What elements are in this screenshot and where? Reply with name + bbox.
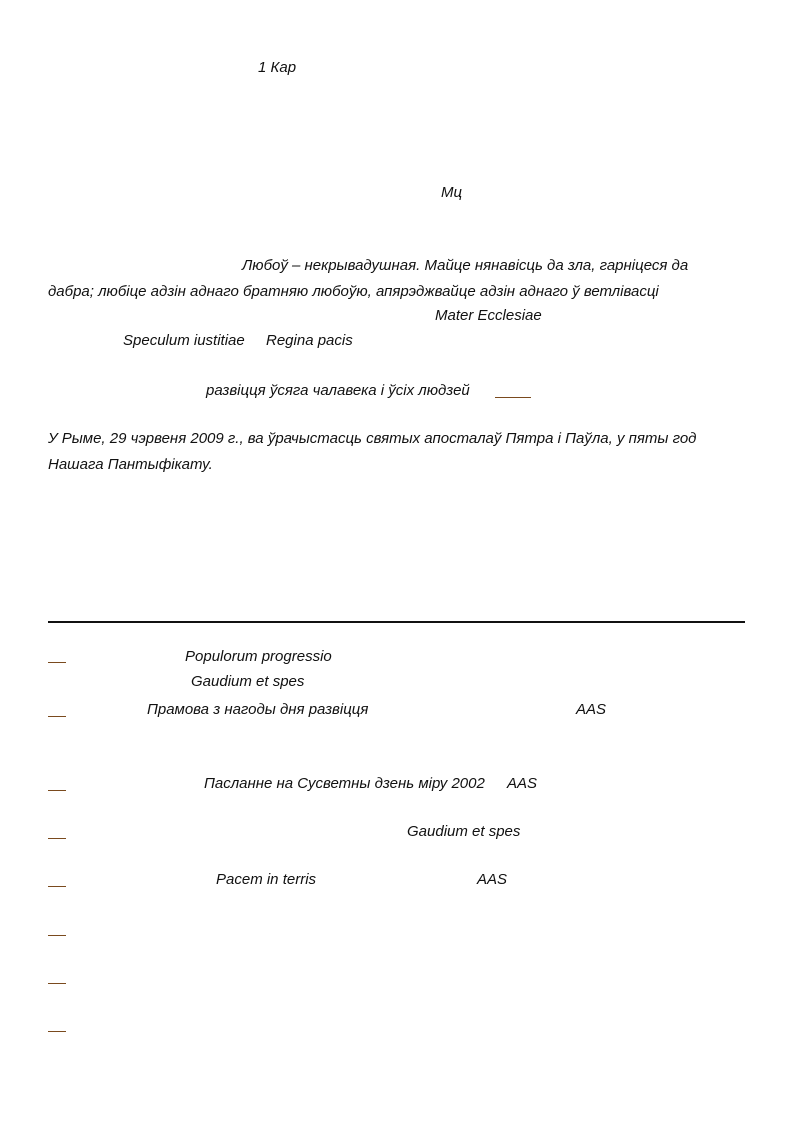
footnote-link-underline[interactable] bbox=[495, 397, 531, 398]
footnote-marker-5[interactable] bbox=[48, 886, 66, 887]
development-line: развіцця ўсяга чалавека і ўсіх людзей bbox=[206, 382, 470, 399]
footnote-marker-4[interactable] bbox=[48, 838, 66, 839]
footnote-separator bbox=[48, 621, 745, 623]
footnote-marker-6[interactable] bbox=[48, 935, 66, 936]
footnote-3-ref: AAS bbox=[507, 775, 538, 792]
love-paragraph-line-1: Любоў – некрывадушная. Майце нянавісць да зла, гарніцеся да bbox=[242, 257, 689, 274]
speculum-iustitiae-text: Speculum iustitiae bbox=[123, 332, 245, 349]
footnote-1-subtitle: Gaudium et spes bbox=[191, 673, 305, 690]
love-paragraph-line-2: дабра; любіце адзін аднаго братняю любоўю, апярэджвайце адзін аднаго ў ветлівасці bbox=[48, 283, 659, 300]
footnote-marker-3[interactable] bbox=[48, 790, 66, 791]
footnote-2-ref: AAS bbox=[576, 701, 607, 718]
footnote-marker-7[interactable] bbox=[48, 983, 66, 984]
mater-ecclesiae-text: Mater Ecclesiae bbox=[435, 307, 542, 324]
footnote-2-title: Прамова з нагоды дня развіцця bbox=[147, 701, 369, 718]
closing-line-1: У Рыме, 29 чэрвеня 2009 г., ва ўрачыстасць святых апосталаў Пятра і Паўла, у пяты год bbox=[48, 430, 697, 447]
footnote-3-title: Пасланне на Сусветны дзень міру 2002 bbox=[204, 775, 485, 792]
footnote-marker-1[interactable] bbox=[48, 662, 66, 663]
footnote-5-title: Pacem in terris bbox=[216, 871, 317, 888]
footnote-4-title: Gaudium et spes bbox=[407, 823, 521, 840]
footnote-1-title: Populorum progressio bbox=[185, 648, 332, 665]
abbreviation-label: Мц bbox=[441, 184, 463, 201]
closing-line-2: Нашага Пантыфікату. bbox=[48, 456, 213, 473]
page-reference: 1 Кар bbox=[258, 59, 297, 76]
regina-pacis-text: Regina pacis bbox=[266, 332, 353, 349]
footnote-marker-2[interactable] bbox=[48, 716, 66, 717]
footnote-5-ref: AAS bbox=[477, 871, 508, 888]
footnote-marker-8[interactable] bbox=[48, 1031, 66, 1032]
